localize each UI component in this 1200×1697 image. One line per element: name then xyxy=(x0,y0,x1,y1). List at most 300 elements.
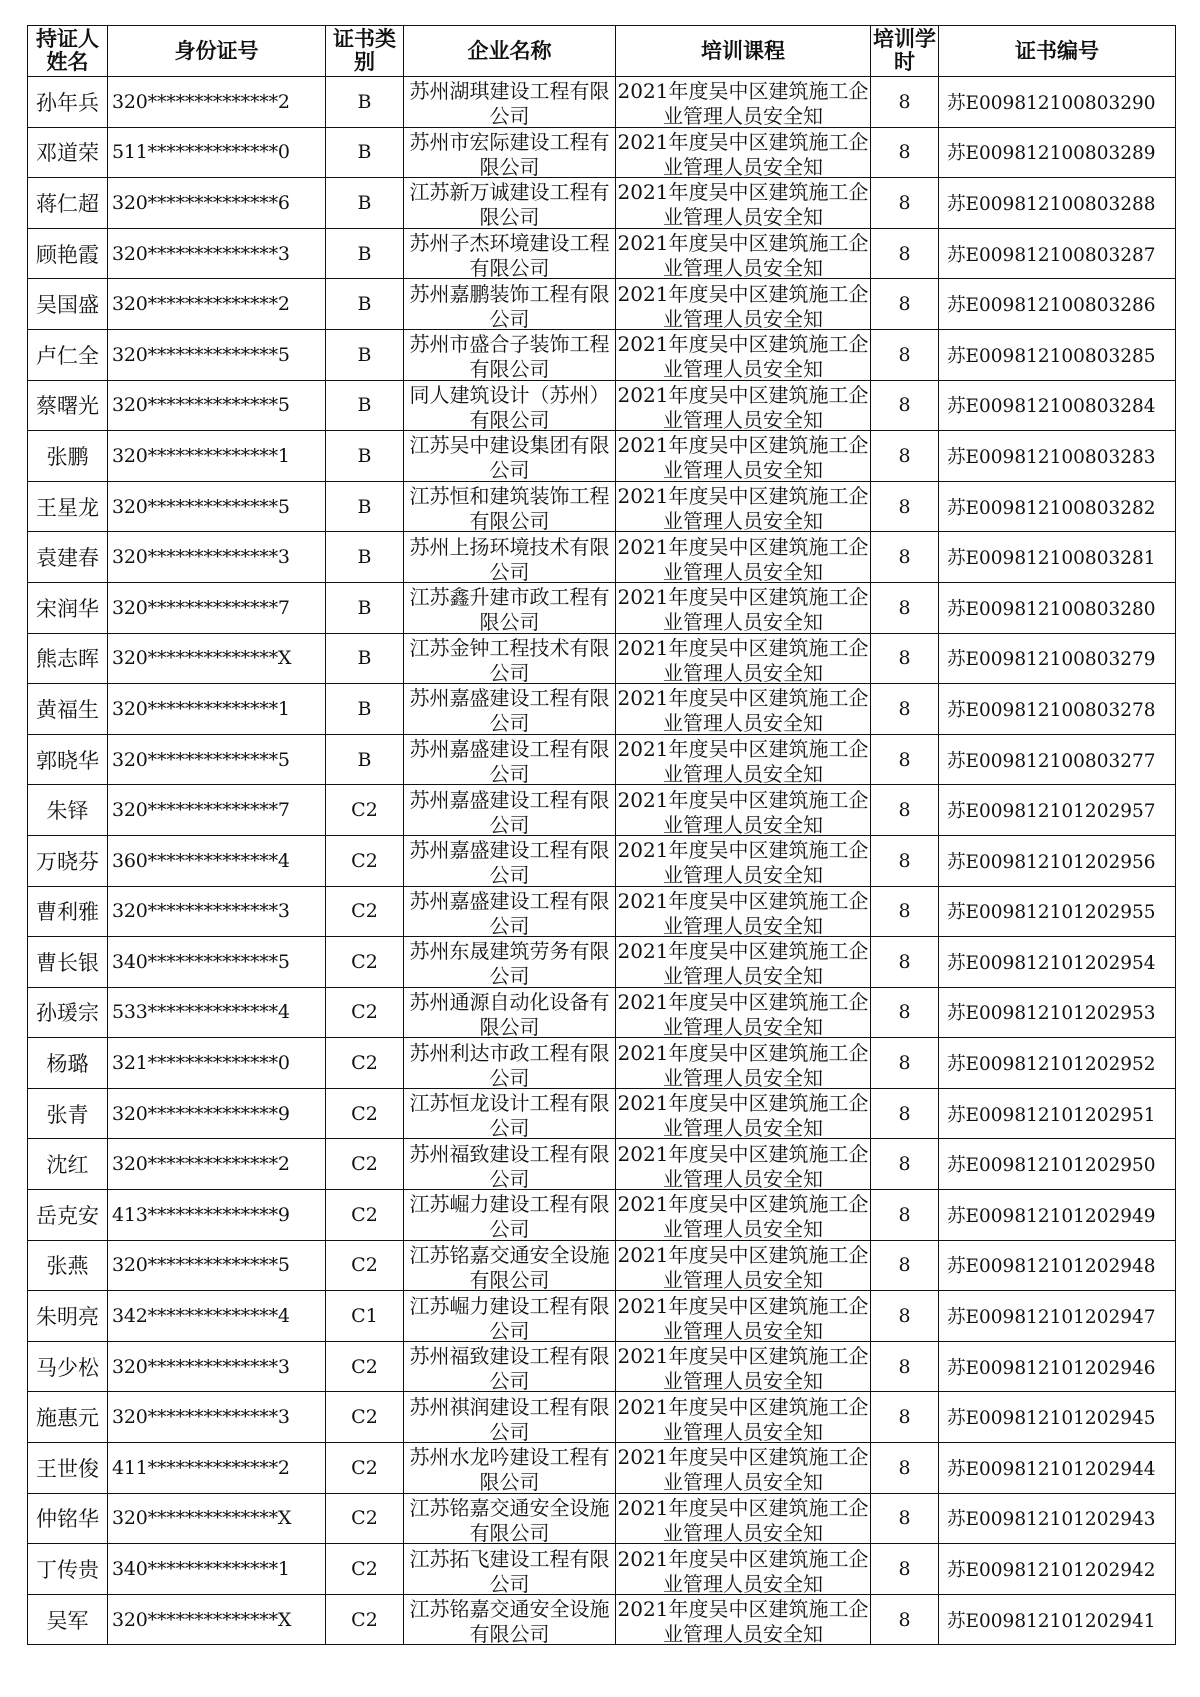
cell-cert-number: 苏E009812101202950 xyxy=(939,1139,1176,1190)
cell-company-name-cell xyxy=(404,1392,616,1443)
cell-cert-category: B xyxy=(326,279,404,330)
cell-company-name: 苏州东晟建筑劳务有限公司 xyxy=(409,939,610,986)
cell-training-hours: 8 xyxy=(871,279,939,330)
table-row xyxy=(28,987,1176,1038)
cell-training-course: 2021年度吴中区建筑施工企业管理人员安全知 xyxy=(617,1242,869,1289)
cell-training-course: 2021年度吴中区建筑施工企业管理人员安全知 xyxy=(617,686,869,733)
cell-holder-name: 万晓芬 xyxy=(28,835,108,886)
cell-holder-name: 仲铭华 xyxy=(28,1493,108,1544)
cell-id-number: 320**************7 xyxy=(108,785,326,836)
cell-cert-category: B xyxy=(326,329,404,380)
cell-cert-category: B xyxy=(326,380,404,431)
header-holder-name: 持证人姓名 xyxy=(28,26,108,77)
cell-company-name: 苏州市盛合子装饰工程有限公司 xyxy=(409,332,610,379)
cell-training-course: 2021年度吴中区建筑施工企业管理人员安全知 xyxy=(617,1293,869,1340)
cell-training-course: 2021年度吴中区建筑施工企业管理人员安全知 xyxy=(617,382,869,429)
table-row xyxy=(28,431,1176,482)
cell-company-name-cell xyxy=(404,1493,616,1544)
cell-training-course-cell xyxy=(616,987,871,1038)
cell-training-course-cell xyxy=(616,380,871,431)
table-row xyxy=(28,77,1176,128)
cell-company-name: 苏州嘉鹏装饰工程有限公司 xyxy=(409,281,610,328)
cell-holder-name: 沈红 xyxy=(28,1139,108,1190)
cell-holder-name: 熊志晖 xyxy=(28,633,108,684)
table-row xyxy=(28,380,1176,431)
cell-company-name: 苏州子杰环境建设工程有限公司 xyxy=(409,231,610,278)
cell-cert-category: C2 xyxy=(326,1088,404,1139)
cell-holder-name: 吴军 xyxy=(28,1594,108,1645)
cell-id-number: 320**************X xyxy=(108,633,326,684)
table-row xyxy=(28,1190,1176,1241)
table-header-row xyxy=(28,26,1176,77)
cell-training-course: 2021年度吴中区建筑施工企业管理人员安全知 xyxy=(617,1495,869,1542)
cell-company-name-cell xyxy=(404,937,616,988)
cell-company-name: 江苏金钟工程技术有限公司 xyxy=(409,635,610,682)
cell-cert-number: 苏E009812100803280 xyxy=(939,582,1176,633)
table-row xyxy=(28,1038,1176,1089)
cell-training-hours: 8 xyxy=(871,380,939,431)
cell-training-course: 2021年度吴中区建筑施工企业管理人员安全知 xyxy=(617,231,869,278)
cell-training-hours: 8 xyxy=(871,178,939,229)
cell-company-name-cell xyxy=(404,127,616,178)
cell-cert-number: 苏E009812101202941 xyxy=(939,1594,1176,1645)
cell-id-number: 320**************2 xyxy=(108,1139,326,1190)
cell-cert-number: 苏E009812101202948 xyxy=(939,1240,1176,1291)
cell-training-course-cell xyxy=(616,178,871,229)
cell-cert-category: B xyxy=(326,431,404,482)
cell-cert-number: 苏E009812100803286 xyxy=(939,279,1176,330)
cell-cert-category: C2 xyxy=(326,1443,404,1494)
cell-cert-category: B xyxy=(326,127,404,178)
cell-cert-category: C2 xyxy=(326,1594,404,1645)
cell-company-name-cell xyxy=(404,1038,616,1089)
cell-id-number: 320**************2 xyxy=(108,77,326,128)
cell-company-name: 江苏吴中建设集团有限公司 xyxy=(409,433,610,480)
cell-company-name-cell xyxy=(404,532,616,583)
cell-training-hours: 8 xyxy=(871,1240,939,1291)
cell-company-name: 苏州水龙吟建设工程有限公司 xyxy=(409,1445,610,1492)
table-body xyxy=(28,77,1176,1645)
cell-company-name-cell xyxy=(404,684,616,735)
cell-company-name-cell xyxy=(404,1088,616,1139)
cell-training-course: 2021年度吴中区建筑施工企业管理人员安全知 xyxy=(617,534,869,581)
header-cert-category: 证书类别 xyxy=(326,26,404,77)
cell-cert-number: 苏E009812100803289 xyxy=(939,127,1176,178)
table-row xyxy=(28,886,1176,937)
table-row xyxy=(28,1493,1176,1544)
cell-training-hours: 8 xyxy=(871,1443,939,1494)
cell-holder-name: 张燕 xyxy=(28,1240,108,1291)
cell-training-course: 2021年度吴中区建筑施工企业管理人员安全知 xyxy=(617,1344,869,1391)
cell-cert-number: 苏E009812101202945 xyxy=(939,1392,1176,1443)
cell-holder-name: 杨璐 xyxy=(28,1038,108,1089)
cell-cert-category: C2 xyxy=(326,1240,404,1291)
cell-training-course-cell xyxy=(616,937,871,988)
cell-cert-number: 苏E009812100803278 xyxy=(939,684,1176,735)
cell-id-number: 320**************3 xyxy=(108,886,326,937)
cell-training-course: 2021年度吴中区建筑施工企业管理人员安全知 xyxy=(617,1040,869,1087)
cell-holder-name: 袁建春 xyxy=(28,532,108,583)
cell-company-name-cell xyxy=(404,1341,616,1392)
cell-training-course-cell xyxy=(616,329,871,380)
cell-company-name: 江苏新万诚建设工程有限公司 xyxy=(409,180,610,227)
cell-cert-category: C2 xyxy=(326,1139,404,1190)
table-row xyxy=(28,684,1176,735)
cell-training-course: 2021年度吴中区建筑施工企业管理人员安全知 xyxy=(617,888,869,935)
cell-company-name-cell xyxy=(404,1240,616,1291)
cell-holder-name: 张青 xyxy=(28,1088,108,1139)
cell-company-name-cell xyxy=(404,1594,616,1645)
cell-cert-category: B xyxy=(326,178,404,229)
cell-training-course-cell xyxy=(616,1190,871,1241)
header-company-name: 企业名称 xyxy=(404,26,616,77)
cell-holder-name: 郭晓华 xyxy=(28,734,108,785)
cell-company-name: 江苏铭嘉交通安全设施有限公司 xyxy=(409,1242,610,1289)
cell-holder-name: 王星龙 xyxy=(28,481,108,532)
cell-company-name: 同人建筑设计（苏州）有限公司 xyxy=(409,382,610,429)
cell-company-name-cell xyxy=(404,77,616,128)
cell-cert-number: 苏E009812101202951 xyxy=(939,1088,1176,1139)
cell-cert-number: 苏E009812100803281 xyxy=(939,532,1176,583)
cell-id-number: 320**************6 xyxy=(108,178,326,229)
cell-cert-category: C2 xyxy=(326,1341,404,1392)
cell-cert-number: 苏E009812101202954 xyxy=(939,937,1176,988)
cell-cert-number: 苏E009812101202944 xyxy=(939,1443,1176,1494)
cell-training-course: 2021年度吴中区建筑施工企业管理人员安全知 xyxy=(617,129,869,176)
cell-holder-name: 张鹏 xyxy=(28,431,108,482)
cell-company-name: 苏州嘉盛建设工程有限公司 xyxy=(409,787,610,834)
cell-company-name: 江苏铭嘉交通安全设施有限公司 xyxy=(409,1597,610,1644)
cell-training-course-cell xyxy=(616,1594,871,1645)
cell-training-hours: 8 xyxy=(871,481,939,532)
header-training-course: 培训课程 xyxy=(616,26,871,77)
cell-id-number: 320**************1 xyxy=(108,684,326,735)
cell-holder-name: 朱明亮 xyxy=(28,1291,108,1342)
cell-id-number: 320**************5 xyxy=(108,1240,326,1291)
cell-cert-number: 苏E009812100803285 xyxy=(939,329,1176,380)
table-row xyxy=(28,734,1176,785)
cell-training-hours: 8 xyxy=(871,431,939,482)
cell-cert-category: B xyxy=(326,228,404,279)
table-row xyxy=(28,937,1176,988)
cell-id-number: 360**************4 xyxy=(108,835,326,886)
cell-holder-name: 岳克安 xyxy=(28,1190,108,1241)
cell-training-course-cell xyxy=(616,127,871,178)
cell-training-course-cell xyxy=(616,785,871,836)
cell-training-course-cell xyxy=(616,1341,871,1392)
cell-cert-number: 苏E009812101202947 xyxy=(939,1291,1176,1342)
cell-company-name: 江苏铭嘉交通安全设施有限公司 xyxy=(409,1495,610,1542)
cell-id-number: 320**************9 xyxy=(108,1088,326,1139)
cell-holder-name: 马少松 xyxy=(28,1341,108,1392)
cell-training-hours: 8 xyxy=(871,228,939,279)
cell-holder-name: 曹利雅 xyxy=(28,886,108,937)
cell-holder-name: 蒋仁超 xyxy=(28,178,108,229)
cell-training-course-cell xyxy=(616,77,871,128)
cell-training-hours: 8 xyxy=(871,987,939,1038)
cell-company-name: 苏州嘉盛建设工程有限公司 xyxy=(409,737,610,784)
cell-cert-category: C2 xyxy=(326,1544,404,1595)
cell-company-name-cell xyxy=(404,481,616,532)
cell-training-course: 2021年度吴中区建筑施工企业管理人员安全知 xyxy=(617,989,869,1036)
cell-training-course-cell xyxy=(616,1038,871,1089)
cell-training-hours: 8 xyxy=(871,329,939,380)
cell-training-course-cell xyxy=(616,835,871,886)
cell-cert-category: C2 xyxy=(326,1038,404,1089)
cell-company-name-cell xyxy=(404,1190,616,1241)
cell-cert-category: B xyxy=(326,532,404,583)
cell-company-name-cell xyxy=(404,633,616,684)
cell-training-course: 2021年度吴中区建筑施工企业管理人员安全知 xyxy=(617,737,869,784)
cell-id-number: 320**************3 xyxy=(108,532,326,583)
cell-company-name-cell xyxy=(404,279,616,330)
cell-training-hours: 8 xyxy=(871,835,939,886)
cell-id-number: 320**************5 xyxy=(108,380,326,431)
cell-training-hours: 8 xyxy=(871,127,939,178)
cell-training-course: 2021年度吴中区建筑施工企业管理人员安全知 xyxy=(617,838,869,885)
cell-training-hours: 8 xyxy=(871,734,939,785)
cell-training-course: 2021年度吴中区建筑施工企业管理人员安全知 xyxy=(617,1597,869,1644)
cell-cert-category: C2 xyxy=(326,937,404,988)
cell-training-course-cell xyxy=(616,532,871,583)
table-row xyxy=(28,835,1176,886)
cell-training-hours: 8 xyxy=(871,937,939,988)
cell-training-course-cell xyxy=(616,279,871,330)
cell-holder-name: 邓道荣 xyxy=(28,127,108,178)
cell-training-hours: 8 xyxy=(871,1493,939,1544)
cell-cert-category: B xyxy=(326,684,404,735)
cell-training-course: 2021年度吴中区建筑施工企业管理人员安全知 xyxy=(617,484,869,531)
cell-training-hours: 8 xyxy=(871,1544,939,1595)
cell-cert-number: 苏E009812100803282 xyxy=(939,481,1176,532)
cell-cert-category: C1 xyxy=(326,1291,404,1342)
table-row xyxy=(28,1088,1176,1139)
table-row xyxy=(28,1392,1176,1443)
table-row xyxy=(28,279,1176,330)
cell-company-name: 苏州上扬环境技术有限公司 xyxy=(409,534,610,581)
cell-training-hours: 8 xyxy=(871,582,939,633)
cell-training-hours: 8 xyxy=(871,785,939,836)
cell-cert-number: 苏E009812101202952 xyxy=(939,1038,1176,1089)
cell-id-number: 320**************7 xyxy=(108,582,326,633)
cell-training-course-cell xyxy=(616,431,871,482)
cell-company-name-cell xyxy=(404,1291,616,1342)
cell-cert-category: C2 xyxy=(326,835,404,886)
cell-company-name-cell xyxy=(404,1544,616,1595)
cell-training-course: 2021年度吴中区建筑施工企业管理人员安全知 xyxy=(617,281,869,328)
cell-id-number: 413**************9 xyxy=(108,1190,326,1241)
table-row xyxy=(28,582,1176,633)
cell-training-course: 2021年度吴中区建筑施工企业管理人员安全知 xyxy=(617,79,869,126)
table-row xyxy=(28,481,1176,532)
cell-cert-number: 苏E009812101202957 xyxy=(939,785,1176,836)
cell-holder-name: 施惠元 xyxy=(28,1392,108,1443)
cell-training-course-cell xyxy=(616,886,871,937)
cell-training-hours: 8 xyxy=(871,1341,939,1392)
cell-company-name: 苏州福致建设工程有限公司 xyxy=(409,1344,610,1391)
cell-training-course: 2021年度吴中区建筑施工企业管理人员安全知 xyxy=(617,1091,869,1138)
certificate-table xyxy=(27,25,1176,1645)
cell-id-number: 320**************X xyxy=(108,1493,326,1544)
cell-company-name-cell xyxy=(404,987,616,1038)
cell-cert-number: 苏E009812100803277 xyxy=(939,734,1176,785)
cell-training-hours: 8 xyxy=(871,1088,939,1139)
cell-id-number: 320**************3 xyxy=(108,1392,326,1443)
cell-company-name: 苏州利达市政工程有限公司 xyxy=(409,1040,610,1087)
header-cert-number: 证书编号 xyxy=(939,26,1176,77)
cell-training-hours: 8 xyxy=(871,77,939,128)
cell-id-number: 340**************1 xyxy=(108,1544,326,1595)
cell-cert-number: 苏E009812101202953 xyxy=(939,987,1176,1038)
cell-holder-name: 孙年兵 xyxy=(28,77,108,128)
cell-company-name-cell xyxy=(404,178,616,229)
cell-cert-category: C2 xyxy=(326,1493,404,1544)
cell-training-course: 2021年度吴中区建筑施工企业管理人员安全知 xyxy=(617,635,869,682)
cell-id-number: 320**************5 xyxy=(108,734,326,785)
cell-training-course-cell xyxy=(616,1544,871,1595)
cell-training-course: 2021年度吴中区建筑施工企业管理人员安全知 xyxy=(617,433,869,480)
cell-training-hours: 8 xyxy=(871,1392,939,1443)
cell-holder-name: 曹长银 xyxy=(28,937,108,988)
cell-company-name-cell xyxy=(404,1139,616,1190)
cell-training-course: 2021年度吴中区建筑施工企业管理人员安全知 xyxy=(617,787,869,834)
cell-training-course-cell xyxy=(616,1291,871,1342)
cell-company-name: 江苏崛力建设工程有限公司 xyxy=(409,1192,610,1239)
cell-holder-name: 黄福生 xyxy=(28,684,108,735)
cell-cert-number: 苏E009812101202946 xyxy=(939,1341,1176,1392)
cell-training-course: 2021年度吴中区建筑施工企业管理人员安全知 xyxy=(617,939,869,986)
cell-cert-number: 苏E009812100803279 xyxy=(939,633,1176,684)
cell-holder-name: 宋润华 xyxy=(28,582,108,633)
cell-training-hours: 8 xyxy=(871,684,939,735)
cell-cert-number: 苏E009812101202956 xyxy=(939,835,1176,886)
cell-company-name-cell xyxy=(404,431,616,482)
cell-training-course-cell xyxy=(616,1443,871,1494)
cell-cert-category: B xyxy=(326,481,404,532)
cell-company-name-cell xyxy=(404,1443,616,1494)
cell-training-course: 2021年度吴中区建筑施工企业管理人员安全知 xyxy=(617,1394,869,1441)
cell-id-number: 511**************0 xyxy=(108,127,326,178)
cell-training-course-cell xyxy=(616,1240,871,1291)
cell-company-name: 江苏鑫升建市政工程有限公司 xyxy=(409,585,610,632)
cell-cert-number: 苏E009812100803287 xyxy=(939,228,1176,279)
cell-cert-number: 苏E009812101202943 xyxy=(939,1493,1176,1544)
cell-training-course-cell xyxy=(616,1088,871,1139)
cell-id-number: 320**************1 xyxy=(108,431,326,482)
cell-training-course: 2021年度吴中区建筑施工企业管理人员安全知 xyxy=(617,1546,869,1593)
cell-company-name-cell xyxy=(404,835,616,886)
table-row xyxy=(28,785,1176,836)
header-id-number: 身份证号 xyxy=(108,26,326,77)
cell-training-course: 2021年度吴中区建筑施工企业管理人员安全知 xyxy=(617,332,869,379)
table-row xyxy=(28,127,1176,178)
cell-training-course-cell xyxy=(616,734,871,785)
cell-company-name-cell xyxy=(404,582,616,633)
cell-cert-category: B xyxy=(326,77,404,128)
cell-holder-name: 吴国盛 xyxy=(28,279,108,330)
cell-training-course-cell xyxy=(616,1392,871,1443)
cell-company-name: 江苏拓飞建设工程有限公司 xyxy=(409,1546,610,1593)
cell-training-hours: 8 xyxy=(871,1594,939,1645)
cell-training-hours: 8 xyxy=(871,633,939,684)
cell-id-number: 320**************3 xyxy=(108,1341,326,1392)
cell-cert-number: 苏E009812101202949 xyxy=(939,1190,1176,1241)
cell-cert-number: 苏E009812101202942 xyxy=(939,1544,1176,1595)
cell-cert-number: 苏E009812100803284 xyxy=(939,380,1176,431)
cell-company-name: 江苏恒和建筑装饰工程有限公司 xyxy=(409,484,610,531)
table-row xyxy=(28,633,1176,684)
cell-company-name: 苏州湖琪建设工程有限公司 xyxy=(409,79,610,126)
cell-training-hours: 8 xyxy=(871,886,939,937)
cell-training-course-cell xyxy=(616,1139,871,1190)
cell-id-number: 340**************5 xyxy=(108,937,326,988)
table-row xyxy=(28,329,1176,380)
table-row xyxy=(28,1544,1176,1595)
cell-company-name: 苏州祺润建设工程有限公司 xyxy=(409,1394,610,1441)
cell-training-course-cell xyxy=(616,1493,871,1544)
cell-training-course: 2021年度吴中区建筑施工企业管理人员安全知 xyxy=(617,1141,869,1188)
cell-holder-name: 朱铎 xyxy=(28,785,108,836)
cell-company-name: 苏州嘉盛建设工程有限公司 xyxy=(409,888,610,935)
cell-training-course-cell xyxy=(616,481,871,532)
cell-company-name: 苏州嘉盛建设工程有限公司 xyxy=(409,838,610,885)
cell-cert-category: C2 xyxy=(326,785,404,836)
table-row xyxy=(28,1240,1176,1291)
table-row xyxy=(28,1291,1176,1342)
cell-id-number: 320**************X xyxy=(108,1594,326,1645)
cell-training-course: 2021年度吴中区建筑施工企业管理人员安全知 xyxy=(617,585,869,632)
cell-company-name: 苏州嘉盛建设工程有限公司 xyxy=(409,686,610,733)
cell-holder-name: 孙瑗宗 xyxy=(28,987,108,1038)
cell-company-name: 江苏恒龙设计工程有限公司 xyxy=(409,1091,610,1138)
cell-training-hours: 8 xyxy=(871,1291,939,1342)
cell-company-name-cell xyxy=(404,734,616,785)
cell-cert-category: C2 xyxy=(326,1190,404,1241)
table-row xyxy=(28,532,1176,583)
cell-company-name: 苏州市宏际建设工程有限公司 xyxy=(409,129,610,176)
cell-cert-category: B xyxy=(326,582,404,633)
cell-holder-name: 蔡曙光 xyxy=(28,380,108,431)
cell-id-number: 411**************2 xyxy=(108,1443,326,1494)
cell-training-course-cell xyxy=(616,582,871,633)
cell-training-course: 2021年度吴中区建筑施工企业管理人员安全知 xyxy=(617,1445,869,1492)
table-row xyxy=(28,1341,1176,1392)
cell-training-course: 2021年度吴中区建筑施工企业管理人员安全知 xyxy=(617,180,869,227)
cell-holder-name: 卢仁全 xyxy=(28,329,108,380)
cell-id-number: 320**************3 xyxy=(108,228,326,279)
cell-company-name: 苏州福致建设工程有限公司 xyxy=(409,1141,610,1188)
cell-cert-category: B xyxy=(326,633,404,684)
cell-company-name: 苏州通源自动化设备有限公司 xyxy=(409,989,610,1036)
table-row xyxy=(28,1139,1176,1190)
cell-training-hours: 8 xyxy=(871,532,939,583)
cell-company-name-cell xyxy=(404,886,616,937)
cell-training-course: 2021年度吴中区建筑施工企业管理人员安全知 xyxy=(617,1192,869,1239)
cell-holder-name: 丁传贵 xyxy=(28,1544,108,1595)
cell-cert-category: C2 xyxy=(326,1392,404,1443)
cell-training-hours: 8 xyxy=(871,1139,939,1190)
cell-company-name-cell xyxy=(404,329,616,380)
header-training-hours: 培训学时 xyxy=(871,26,939,77)
cell-cert-category: C2 xyxy=(326,987,404,1038)
table-row xyxy=(28,228,1176,279)
cell-holder-name: 顾艳霞 xyxy=(28,228,108,279)
cell-training-hours: 8 xyxy=(871,1038,939,1089)
cell-training-course-cell xyxy=(616,684,871,735)
table-row xyxy=(28,1594,1176,1645)
cell-company-name: 江苏崛力建设工程有限公司 xyxy=(409,1293,610,1340)
cell-id-number: 320**************5 xyxy=(108,329,326,380)
